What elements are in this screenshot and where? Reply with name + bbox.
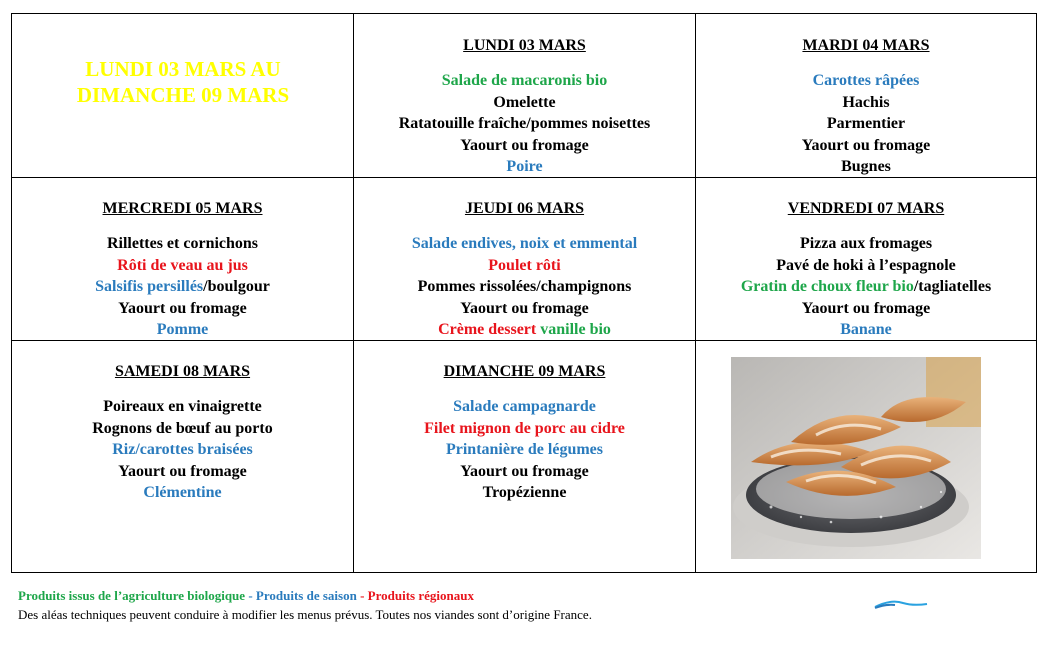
menu-item: Parmentier xyxy=(826,115,906,132)
swoosh-logo-icon xyxy=(873,598,929,610)
day-title: MERCREDI 05 MARS xyxy=(102,200,263,217)
menu-item: Salade de macaronis bio xyxy=(441,72,608,89)
pastry-illustration xyxy=(731,357,981,559)
day-cell-sunday xyxy=(354,341,695,572)
legend-regional: Produits régionaux xyxy=(367,588,474,603)
menu-item: Carottes râpées xyxy=(812,72,920,89)
menu-item: Ratatouille fraîche/pommes noisettes xyxy=(398,115,651,132)
day-title: MARDI 04 MARS xyxy=(802,37,930,54)
week-title-line: LUNDI 03 MARS AU xyxy=(85,57,281,81)
day-menu xyxy=(696,233,1036,341)
day-title: DIMANCHE 09 MARS xyxy=(443,363,606,380)
day-menu xyxy=(696,70,1036,178)
menu-item-part: Crème dessert xyxy=(438,321,541,338)
menu-item: Yaourt ou fromage xyxy=(118,462,247,480)
menu-item: Rognons de bœuf au porto xyxy=(92,419,273,437)
day-title: SAMEDI 08 MARS xyxy=(114,363,251,380)
day-menu xyxy=(354,233,695,341)
legend-separator: - xyxy=(245,588,256,603)
menu-item: Clémentine xyxy=(143,484,222,501)
day-cell-friday xyxy=(696,178,1036,340)
menu-item-part: Gratin de choux fleur bio xyxy=(740,278,914,295)
legend-separator: - xyxy=(356,588,368,603)
menu-item: Filet mignon de porc au cidre xyxy=(424,419,625,437)
day-cell-wednesday xyxy=(12,178,353,340)
menu-item: Yaourt ou fromage xyxy=(460,462,589,480)
menu-item: Bugnes xyxy=(841,158,891,175)
menu-item xyxy=(12,276,353,298)
menu-item: Salade endives, noix et emmental xyxy=(411,235,638,252)
week-title xyxy=(12,56,354,108)
menu-item: Pomme xyxy=(156,321,209,338)
menu-item: Rôti de veau au jus xyxy=(117,256,248,274)
disclaimer-note: Des aléas techniques peuvent conduire à modifier les menus prévus. Toutes nos viandes sont d’origine France. xyxy=(18,607,592,622)
menu-item-part: vanille bio xyxy=(540,321,611,338)
menu-item: Riz/carottes braisées xyxy=(112,441,253,458)
week-title-line: DIMANCHE 09 MARS xyxy=(76,83,290,107)
menu-item: Poire xyxy=(506,158,543,175)
day-title: VENDREDI 07 MARS xyxy=(787,200,945,217)
legend-bio: Produits issus de l’agriculture biologique xyxy=(18,588,246,603)
day-title: LUNDI 03 MARS xyxy=(463,37,586,54)
menu-item: Hachis xyxy=(842,93,890,111)
menu-item: Yaourt ou fromage xyxy=(460,136,589,154)
menu-item: Pavé de hoki à l’espagnole xyxy=(776,256,956,274)
menu-item: Poulet rôti xyxy=(488,256,561,274)
menu-item: Pizza aux fromages xyxy=(799,235,933,252)
day-cell-monday xyxy=(354,14,695,177)
menu-item-part: /tagliatelles xyxy=(913,278,992,295)
day-menu xyxy=(12,233,353,341)
day-cell-saturday xyxy=(12,341,353,572)
day-cell-tuesday xyxy=(696,14,1036,177)
menu-item xyxy=(354,319,695,341)
menu-item: Yaourt ou fromage xyxy=(460,299,589,317)
bugnes-photo xyxy=(731,357,981,559)
menu-item: Yaourt ou fromage xyxy=(118,299,247,317)
day-menu xyxy=(354,396,695,504)
menu-item-part: /boulgour xyxy=(203,278,270,295)
week-cell xyxy=(12,14,353,177)
legend-saison: Produits de saison xyxy=(255,588,357,603)
menu-item xyxy=(696,276,1036,298)
menu-item: Poireaux en vinaigrette xyxy=(103,398,262,415)
legend xyxy=(18,588,474,604)
menu-item: Banane xyxy=(840,321,892,338)
day-menu xyxy=(354,70,695,178)
day-cell-thursday xyxy=(354,178,695,340)
day-title: JEUDI 06 MARS xyxy=(464,200,585,217)
menu-item: Yaourt ou fromage xyxy=(801,136,931,154)
day-menu xyxy=(12,396,353,504)
menu-item: Rillettes et cornichons xyxy=(106,235,259,252)
menu-item: Yaourt ou fromage xyxy=(801,299,931,317)
menu-item: Pommes rissolées/champignons xyxy=(417,278,632,295)
menu-item: Printanière de légumes xyxy=(445,441,603,458)
menu-item: Tropézienne xyxy=(482,484,567,501)
menu-item: Salade campagnarde xyxy=(453,398,596,415)
menu-item-part: Salsifis persillés xyxy=(95,278,204,295)
menu-item: Omelette xyxy=(493,93,556,111)
